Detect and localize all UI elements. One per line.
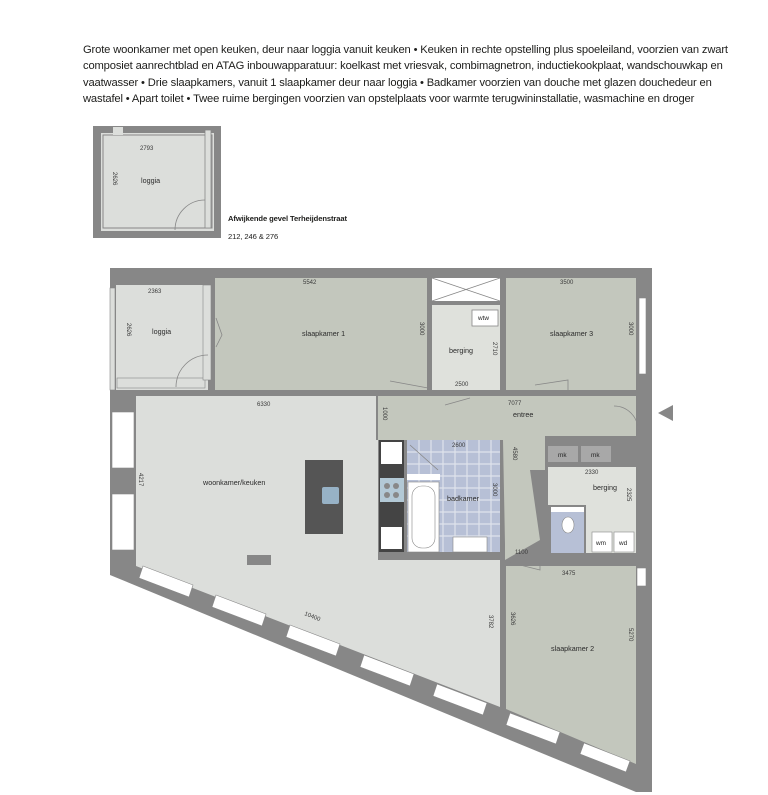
variant-numbers: 212, 246 & 276 [228, 232, 279, 241]
svg-text:2793: 2793 [140, 146, 154, 152]
variant-title: Afwijkende gevel Terheijdenstraat [228, 214, 347, 223]
svg-text:slaapkamer 2: slaapkamer 2 [551, 644, 595, 653]
svg-text:3782: 3782 [487, 615, 493, 629]
svg-text:slaapkamer 1: slaapkamer 1 [302, 329, 346, 338]
description-text: Grote woonkamer met open keuken, deur naar loggia vanuit keuken • Keuken in rechte opstelling plus spoeleiland, voorzien van zwart composiet aanrechtblad en ATAG inbouwapparatuur: koelkast met vriesvak, combimagnetron, inductiekookplaat, wandschouwkap en vaatwasser • Drie slaapkamers, vanuit 1 slaapkamer deur naar loggia • Badkamer voorzien van douche met glazen douchedeur en wastafel • Apart toilet • Twee ruime bergingen voorzien van opstelplaats voor warmte terugwininstallatie, wasmachine en droger [83, 44, 728, 105]
room-berging-right [548, 467, 636, 553]
svg-text:slaapkamer 3: slaapkamer 3 [550, 329, 594, 338]
svg-text:2500: 2500 [455, 382, 469, 388]
svg-text:2626: 2626 [111, 172, 117, 186]
svg-text:wtw: wtw [478, 315, 490, 322]
svg-text:3475: 3475 [562, 571, 576, 577]
entrance-arrow-icon [658, 405, 673, 421]
svg-text:5270: 5270 [627, 628, 633, 642]
svg-text:2325: 2325 [625, 488, 631, 502]
svg-text:woonkamer/keuken: woonkamer/keuken [203, 478, 266, 487]
svg-text:2710: 2710 [491, 342, 497, 356]
svg-text:loggia: loggia [152, 327, 172, 336]
svg-text:wd: wd [619, 540, 628, 547]
room-badkamer [407, 440, 500, 552]
room-berging-top [432, 305, 500, 390]
svg-text:3000: 3000 [627, 322, 633, 336]
svg-text:7077: 7077 [508, 401, 522, 407]
svg-text:berging: berging [593, 483, 617, 492]
svg-text:2626: 2626 [125, 323, 131, 337]
svg-text:1100: 1100 [515, 550, 528, 556]
svg-text:1000: 1000 [381, 407, 387, 421]
svg-text:berging: berging [449, 346, 473, 355]
svg-text:2600: 2600 [452, 443, 466, 449]
variant-loggia-label: loggia [141, 176, 161, 185]
kitchen-counter [379, 440, 404, 552]
svg-text:3000: 3000 [418, 322, 424, 336]
svg-text:2330: 2330 [585, 470, 599, 476]
svg-text:entree: entree [513, 410, 534, 419]
room-slaapkamer-1 [215, 278, 428, 390]
variant-loggia-plan [93, 126, 221, 238]
shaft [432, 278, 500, 301]
svg-text:mk: mk [558, 452, 567, 459]
svg-text:wm: wm [596, 540, 606, 547]
svg-text:2363: 2363 [148, 289, 162, 295]
svg-text:3626: 3626 [509, 612, 515, 626]
svg-text:6330: 6330 [257, 402, 271, 408]
svg-text:10400: 10400 [303, 611, 321, 624]
room-loggia [110, 285, 211, 390]
svg-text:badkamer: badkamer [447, 494, 479, 503]
svg-text:mk: mk [591, 452, 600, 459]
room-slaapkamer-3 [506, 278, 646, 390]
svg-text:3000: 3000 [491, 483, 497, 497]
svg-text:4580: 4580 [511, 447, 517, 461]
svg-text:4217: 4217 [137, 473, 143, 487]
svg-text:5542: 5542 [303, 280, 317, 286]
svg-text:3500: 3500 [560, 280, 574, 286]
